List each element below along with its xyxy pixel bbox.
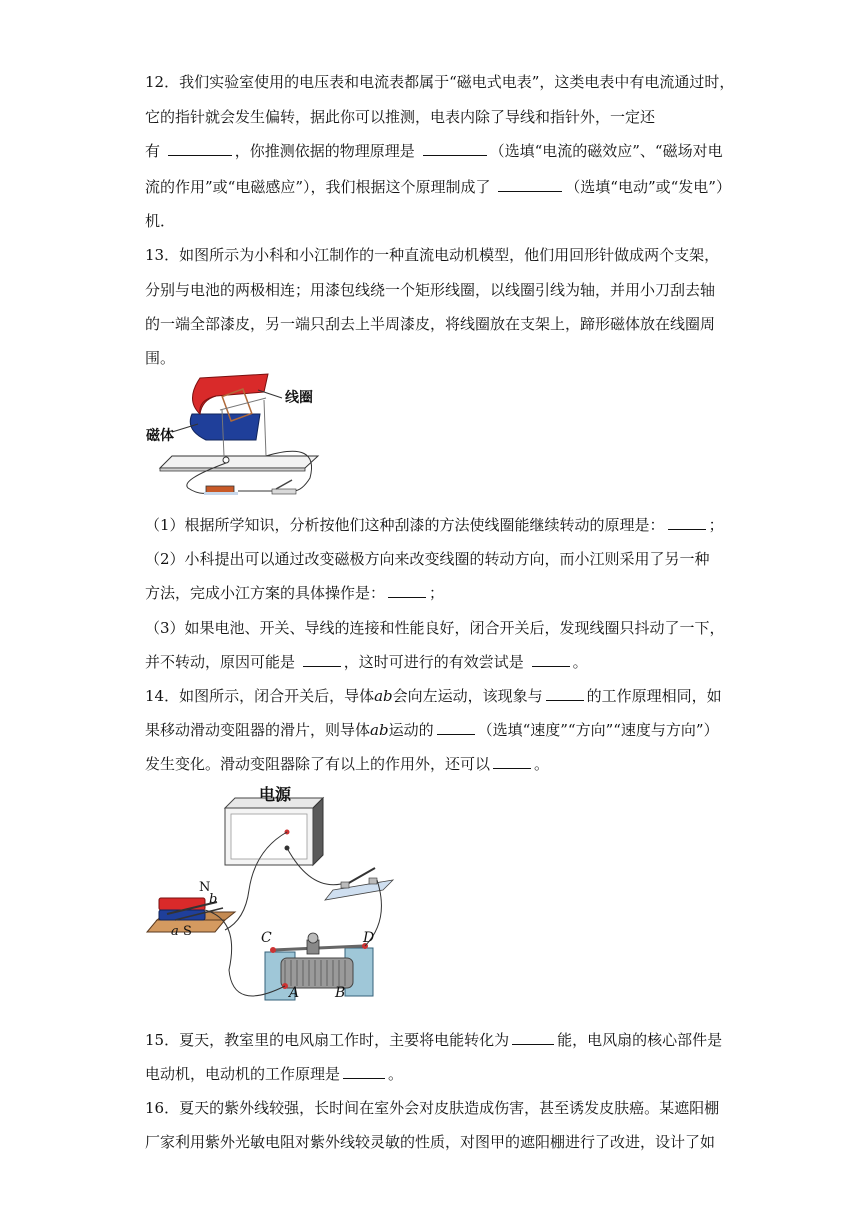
answer-blank[interactable] <box>532 652 570 667</box>
q12-line-5: 机． <box>145 212 176 230</box>
q14-line-3: 发生变化。滑动变阻器除了有以上的作用外，还可以 。 <box>145 755 550 773</box>
q12-line-1: 12．我们实验室使用的电压表和电流表都属于“磁电式电表”，这类电表中有电流通过时， <box>145 73 735 91</box>
motor-model-figure <box>140 370 330 500</box>
terminal-b-label: B <box>335 985 346 1001</box>
point-a-label: a <box>171 924 179 939</box>
q12-line-2: 它的指针就会发生偏转，据此你可以推测，电表内除了导线和指针外，一定还 <box>145 108 656 126</box>
q13-line-4: 围。 <box>145 349 176 367</box>
q13-sub-1: （1）根据所学知识，分析按他们这种刮漆的方法使线圈能继续转动的原理是： ； <box>145 516 724 534</box>
q15-line-2: 电动机，电动机的工作原理是 。 <box>145 1065 404 1083</box>
q13-line-3: 的一端全部漆皮，另一端只刮去上半周漆皮，将线圈放在支架上，蹄形磁体放在线圈周 <box>145 315 716 333</box>
circuit-figure <box>145 780 405 1010</box>
terminal-a-label: A <box>289 985 300 1001</box>
point-b-label: b <box>209 892 218 907</box>
pole-s-label: S <box>183 924 192 939</box>
answer-blank[interactable] <box>668 515 706 530</box>
q13-line-2: 分别与电池的两极相连；用漆包线绕一个矩形线圈，以线圈引线为轴，并用小刀刮去轴 <box>145 281 716 299</box>
answer-blank[interactable] <box>388 583 426 598</box>
q16-line-1: 16．夏天的紫外线较强，长时间在室外会对皮肤造成伤害，甚至诱发皮肤癌。某遮阳棚 <box>145 1099 720 1117</box>
q13-sub-3b: 并不转动，原因可能是 ，这时可进行的有效尝试是 。 <box>145 653 588 671</box>
pole-n-label: N <box>199 880 211 895</box>
answer-blank[interactable] <box>437 720 475 735</box>
q12-line-4: 流的作用”或“电磁感应”），我们根据这个原理制成了 （选填“电动”或“发电”） <box>145 178 731 196</box>
answer-blank[interactable] <box>546 686 584 701</box>
power-source-label: 电源 <box>259 785 292 804</box>
coil-label: 线圈 <box>285 390 313 406</box>
circuit-illustration <box>145 780 405 1010</box>
answer-blank[interactable] <box>493 754 531 769</box>
q14-line-2: 果移动滑动变阻器的滑片，则导体ab运动的 （选填“速度”“方向”“速度与方向”） <box>145 721 719 739</box>
answer-blank[interactable] <box>343 1064 385 1079</box>
terminal-c-label: C <box>261 930 272 946</box>
q16-line-2: 厂家利用紫外光敏电阻对紫外线较灵敏的性质，对图甲的遮阳棚进行了改进，设计了如 <box>145 1133 716 1151</box>
q13-sub-2b: 方法，完成小江方案的具体操作是： ； <box>145 584 445 602</box>
answer-blank[interactable] <box>168 141 232 156</box>
magnet-label: 磁体 <box>146 428 174 444</box>
q14-line-1: 14．如图所示，闭合开关后，导体ab会向左运动，该现象与 的工作原理相同，如 <box>145 687 722 705</box>
terminal-d-label: D <box>363 930 375 946</box>
q13-sub-3a: （3）如果电池、开关、导线的连接和性能良好，闭合开关后，发现线圈只抖动了一下， <box>145 619 725 637</box>
q12-line-3: 有 ，你推测依据的物理原理是 （选填“电流的磁效应”、“磁场对电 <box>145 142 723 160</box>
q13-line-1: 13．如图所示为小科和小江制作的一种直流电动机模型，他们用回形针做成两个支架， <box>145 246 720 264</box>
q15-line-1: 15．夏天，教室里的电风扇工作时，主要将电能转化为 能，电风扇的核心部件是 <box>145 1031 723 1049</box>
answer-blank[interactable] <box>498 177 562 192</box>
answer-blank[interactable] <box>303 652 341 667</box>
answer-blank[interactable] <box>512 1030 554 1045</box>
answer-blank[interactable] <box>423 141 487 156</box>
q13-sub-2a: （2）小科提出可以通过改变磁极方向来改变线圈的转动方向，而小江则采用了另一种 <box>145 550 710 568</box>
